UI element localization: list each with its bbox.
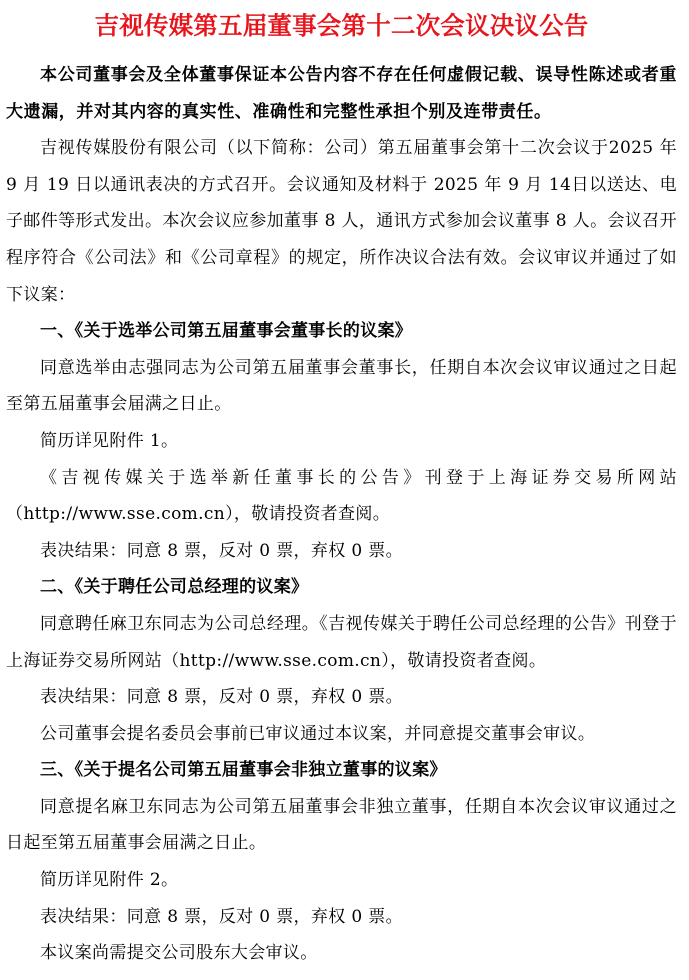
proposal-2 [6, 569, 677, 752]
proposal-heading: 三、《关于提名公司第五届董事会非独立董事的议案》 [40, 760, 447, 781]
proposal-heading: 一、《关于选举公司第五届董事会董事长的议案》 [40, 321, 413, 342]
announcement-title: 吉视传媒第五届董事会第十二次会议决议公告 [94, 11, 589, 40]
proposal-paragraph: 同意提名麻卫东同志为公司第五届董事会非独立董事，任期自本次会议审议通过之日起至第五届董事会届满之日止。 [6, 796, 677, 854]
vote-result: 表决结果：同意 8 票，反对 0 票，弃权 0 票。 [40, 540, 403, 561]
proposal-3 [6, 752, 677, 972]
proposal-paragraph: 本议案尚需提交公司股东大会审议。 [40, 943, 318, 964]
board-statement: 本公司董事会及全体董事保证本公告内容不存在任何虚假记载、误导性陈述或者重大遗漏，并对其内容的真实性、准确性和完整性承担个别及连带责任。 [6, 65, 677, 122]
proposal-heading: 二、《关于聘任公司总经理的议案》 [40, 577, 309, 598]
proposal-paragraph: 简历详见附件 2。 [40, 870, 179, 891]
proposal-1 [6, 313, 677, 569]
proposal-paragraph: 简历详见附件 1。 [40, 430, 179, 451]
announcement-body [6, 57, 677, 972]
proposal-paragraph: 同意选举由志强同志为公司第五届董事会董事长，任期自本次会议审议通过之日起至第五届董事会届满之日止。 [6, 357, 677, 415]
meeting-intro: 吉视传媒股份有限公司（以下简称：公司）第五届董事会第十二次会议于2025 年 9 月 19 日以通讯表决的方式召开。会议通知及材料于 2025 年 9 月 14日以送达、电子邮件等形式发出。本次会议应参加董事 8 人，通讯方式参加会议董事 8 人。会议召开程序符合《公司法》和《公司章程》的规定，所作决议合法有效。会议审议并通过了如下议案： [6, 138, 677, 305]
proposal-paragraph: 公司董事会提名委员会事前已审议通过本议案，并同意提交董事会审议。 [40, 723, 596, 744]
proposal-paragraph: 同意聘任麻卫东同志为公司总经理。《吉视传媒关于聘任公司总经理的公告》刊登于上海证券交易所网站（http://www.sse.com.cn），敬请投资者查阅。 [6, 613, 677, 671]
proposal-paragraph: 《吉视传媒关于选举新任董事长的公告》刊登于上海证券交易所网站（http://www.sse.com.cn），敬请投资者查阅。 [6, 467, 677, 525]
vote-result: 表决结果：同意 8 票，反对 0 票，弃权 0 票。 [40, 687, 403, 708]
vote-result: 表决结果：同意 8 票，反对 0 票，弃权 0 票。 [40, 906, 403, 927]
